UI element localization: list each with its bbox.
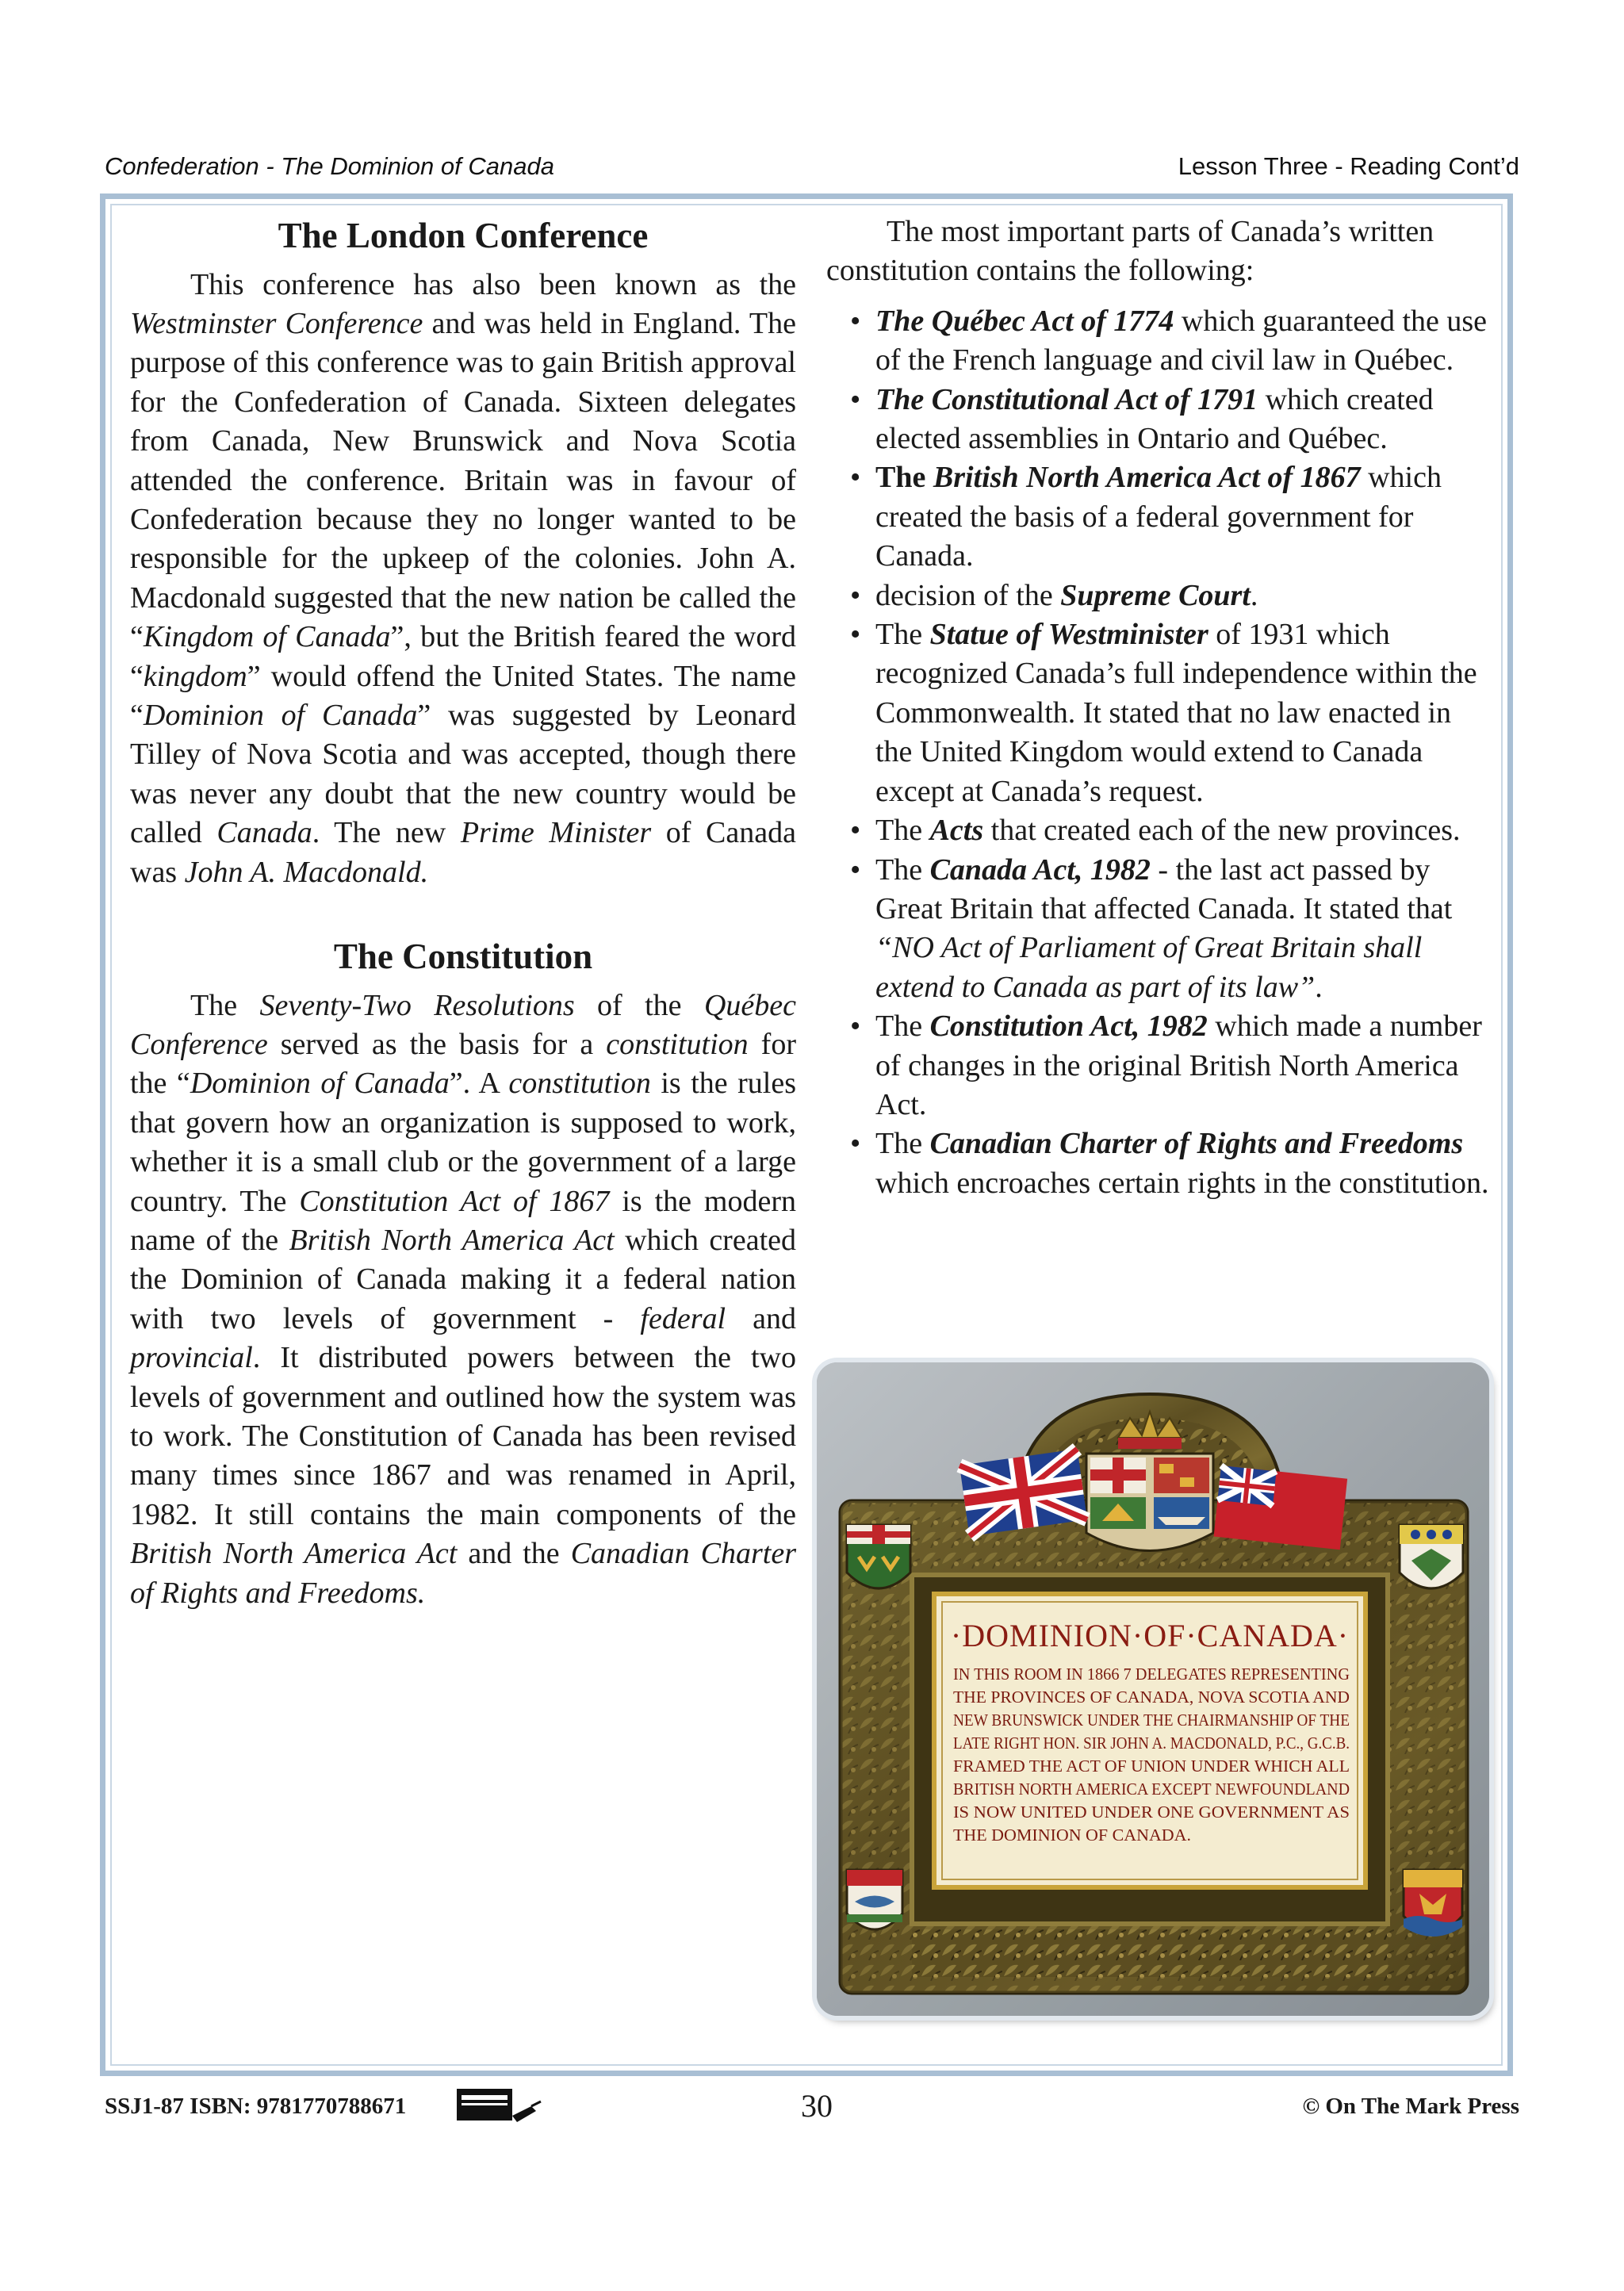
text-run: which created the Dominion of Canada making it a federal nation with two levels of government - — [130, 1223, 796, 1335]
text-run: of 1931 which recognized Canada’s full independence within the Commonwealth. It stated that no law enacted in the United Kingdom would extend to Canada except at Canada’s request. — [875, 618, 1477, 808]
text-run: . — [1250, 578, 1258, 612]
text-run: British North America Act — [130, 1537, 458, 1571]
text-run: The Québec Act of 1774 — [875, 304, 1174, 338]
text-run: The — [875, 852, 930, 887]
text-run: Statue of Westminister — [929, 618, 1208, 652]
text-run: ” was suggested by Leonard Tilley of Nova Scotia and was accepted, though there was never any doubt that the new country would be called — [130, 698, 796, 850]
bullet-icon: • — [850, 618, 861, 652]
text-run: Acts — [929, 814, 984, 848]
running-header — [105, 152, 1519, 192]
text-run: for the “ — [130, 1027, 796, 1101]
plaque-inscription-line: IS NOW UNITED UNDER ONE GOVERNMENT AS — [953, 1803, 1350, 1822]
constitution-list-intro: The most important parts of Canada’s written constitution contains the following: — [826, 215, 1434, 288]
text-run: of Canada was — [130, 816, 797, 889]
text-run: Westminster Conference — [130, 306, 423, 340]
text-run: John A. Macdonald. — [184, 855, 429, 889]
text-run: Dominion of Canada — [190, 1067, 450, 1101]
text-run: The — [875, 1127, 930, 1161]
text-run: which guaranteed the use of the French language and civil law in Québec. — [875, 304, 1488, 377]
text-run: The — [190, 988, 260, 1022]
page-number: 30 — [801, 2088, 833, 2124]
plaque-inscription-line: BRITISH NORTH AMERICA EXCEPT NEWFOUNDLAND — [953, 1780, 1350, 1799]
london-conference-paragraph — [130, 266, 796, 893]
footer-isbn: SSJ1-87 ISBN: 9781770788671 — [105, 2094, 407, 2119]
text-run: . The new — [312, 816, 461, 850]
text-run: . It distributed powers between the two levels of government and outlined how the system was to work. The Constitution of Canada has been revised many times since 1867 and was renamed in April, 1982. It still contains the main components of the — [130, 1341, 796, 1531]
constitution-list-item — [826, 302, 1492, 381]
page-footer — [105, 2087, 1519, 2135]
footer-copyright: © On The Mark Press — [1302, 2094, 1519, 2119]
text-run: Canada — [216, 816, 312, 850]
constitution-list-item — [826, 458, 1492, 576]
text-run: The — [875, 814, 930, 848]
text-run: Canadian Charter of Rights and Freedoms. — [130, 1537, 796, 1610]
bullet-icon: • — [850, 461, 861, 495]
constitution-list-item — [826, 851, 1492, 1008]
constitution-list-item — [826, 811, 1492, 850]
text-run: constitution — [606, 1027, 749, 1061]
plaque-inscription-line: IN THIS ROOM IN 1866 7 DELEGATES REPRESENTING — [953, 1665, 1350, 1684]
constitution-list-item — [826, 615, 1492, 811]
london-conference-title: The London Conference — [278, 216, 649, 255]
text-run: constitution — [508, 1067, 651, 1101]
bullet-icon: • — [850, 1127, 861, 1161]
text-run: British North America Act of 1867 — [933, 461, 1361, 495]
text-run: Kingdom of Canada — [143, 620, 391, 654]
plaque-inscription-line: FRAMED THE ACT OF UNION UNDER WHICH ALL — [953, 1757, 1350, 1776]
constitution-list-item — [826, 1007, 1492, 1124]
plaque-title: ·DOMINION·OF·CANADA· — [950, 1618, 1350, 1653]
text-run: . — [1315, 970, 1323, 1004]
text-run: kingdom — [143, 659, 247, 693]
text-run: ” would offend the United States. The name “ — [130, 659, 796, 732]
text-run: The Constitutional Act of 1791 — [875, 382, 1258, 416]
text-run: and — [726, 1301, 796, 1335]
text-run: of the — [574, 988, 704, 1022]
text-run: “NO Act of Parliament of Great Britain shall extend to Canada as part of its law” — [875, 931, 1423, 1004]
text-run: ”, but the British feared the word “ — [130, 620, 796, 693]
constitution-parts-list — [826, 302, 1492, 1203]
plaque-inscription-line: THE PROVINCES OF CANADA, NOVA SCOTIA AND — [953, 1688, 1350, 1707]
text-run: and was held in England. The purpose of this conference was to gain British approval for the Confederation of Canada. Sixteen delegates from Canada, New Brunswick and Nova Scotia attended the conference. Britain was in favour of Confederation because they no longer wanted to be responsible for the upkeep of the colonies. John A. Macdonald suggested that the new nation be called the “ — [130, 306, 796, 654]
text-run: served as the basis for a — [267, 1027, 607, 1061]
text-run: Constitution Act of 1867 — [299, 1184, 610, 1218]
constitution-title: The Constitution — [333, 937, 593, 976]
text-run: British North America Act — [289, 1223, 615, 1257]
text-run: Prime Minister — [460, 816, 652, 850]
text-run: Canadian Charter of Rights and Freedoms — [929, 1127, 1464, 1161]
text-run: The — [875, 461, 933, 495]
constitution-list-item — [826, 381, 1492, 459]
bullet-icon: • — [850, 382, 861, 416]
text-run: decision of the — [875, 578, 1061, 612]
bullet-icon: • — [850, 814, 861, 848]
text-run: Constitution Act, 1982 — [929, 1009, 1208, 1044]
constitution-list-item — [826, 1124, 1492, 1203]
left-column — [130, 213, 796, 1613]
text-run: Supreme Court — [1060, 578, 1251, 612]
text-run: and the — [457, 1537, 571, 1571]
plaque-inscription-line: THE DOMINION OF CANADA. — [953, 1826, 1191, 1845]
text-run: The — [875, 618, 930, 652]
text-run: The — [875, 1009, 930, 1044]
text-run: Seventy-Two Resolutions — [259, 988, 575, 1022]
bullet-icon: • — [850, 852, 861, 887]
plaque-inscription-line: LATE RIGHT HON. SIR JOHN A. MACDONALD, P.C., G.C.B. — [953, 1734, 1350, 1753]
text-run: federal — [640, 1301, 726, 1335]
text-run: which made a number of changes in the original British North America Act. — [875, 1009, 1482, 1121]
bullet-icon: • — [850, 1009, 861, 1044]
text-run: - the last act passed by Great Britain that affected Canada. It stated that — [875, 852, 1453, 925]
text-run: Québec Conference — [130, 988, 797, 1061]
text-run: which created elected assemblies in Ontario and Québec. — [875, 382, 1434, 456]
bullet-icon: • — [850, 578, 861, 612]
constitution-list-item — [826, 577, 1492, 615]
text-run: Canada Act, 1982 — [929, 852, 1151, 887]
header-lesson-title: Lesson Three - Reading Cont’d — [1178, 152, 1519, 180]
constitution-paragraph — [130, 987, 796, 1614]
text-run: Dominion of Canada — [143, 698, 418, 732]
bullet-icon: • — [850, 304, 861, 338]
header-book-title: Confederation - The Dominion of Canada — [105, 152, 554, 180]
text-run: is the modern name of the — [130, 1184, 796, 1257]
text-run: which encroaches certain rights in the constitution. — [875, 1166, 1489, 1200]
plaque-inscription-line: NEW BRUNSWICK UNDER THE CHAIRMANSHIP OF THE — [953, 1711, 1350, 1730]
text-run: This conference has also been known as the — [190, 267, 796, 301]
text-run: provincial — [130, 1341, 253, 1375]
text-run: is the rules that govern how an organization is supposed to work, whether it is a small club or the government of a large country. The — [130, 1067, 797, 1218]
text-run: ”. A — [449, 1067, 509, 1101]
text-run: which created the basis of a federal government for Canada. — [875, 461, 1442, 573]
publisher-logo-icon — [454, 2087, 549, 2136]
text-run: that created each of the new provinces. — [983, 814, 1461, 848]
dominion-plaque-photo — [817, 1362, 1489, 2016]
right-column — [826, 213, 1492, 1203]
